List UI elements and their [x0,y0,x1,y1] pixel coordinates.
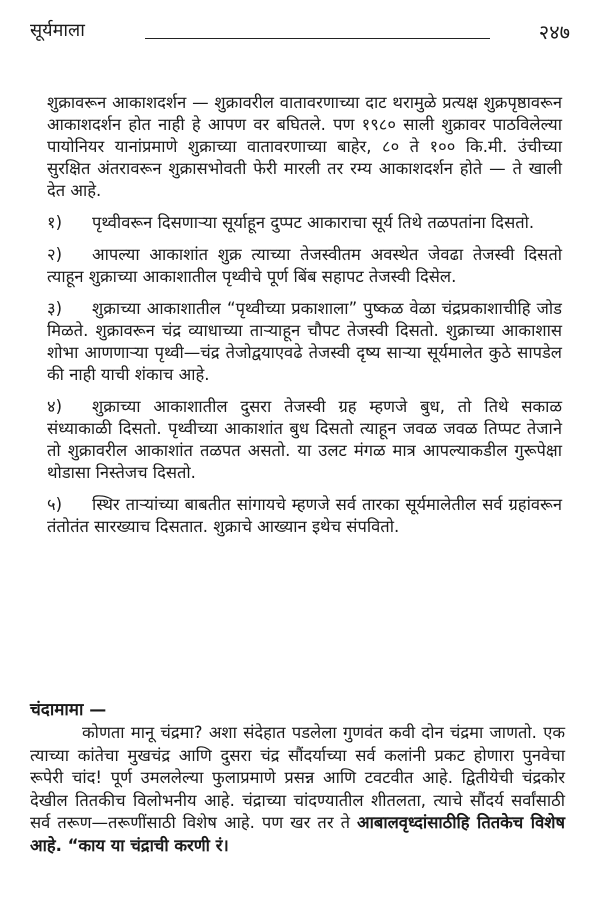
section-heading: चंदामामा — [30,700,107,720]
intro-paragraph: शुक्रावरून आकाशदर्शन — शुक्रावरील वातावरणाच्या दाट थरामुळे प्रत्यक्ष शुक्रपृष्ठावरून आकाशदर्शन होत नाही हे आपण वर बघितले. पण १९८० साली शुक्रावर पाठविलेल्या पायोनियर यानांप्रमाणे शुक्राच्या वातावरणाच्या बाहेर, ८० ते १०० कि.मी. उंचीच्या सुरक्षित अंतरावरून शुक्रासभोवती फेरी मारली तर रम्य आकाशदर्शन होते — ते खाली देत आहे. [47,93,562,200]
list-item-number: ३) [47,299,63,318]
list-item-number: ५) [47,495,63,514]
list-item-1 [47,212,562,234]
list-item-number: १) [47,213,63,232]
running-title: सूर्यमाला [30,20,85,41]
page-header [30,18,570,50]
section-body-text: कोणता मानू चंद्रमा? अशा संदेहात पडलेला गुणवंत कवी दोन चंद्रमा जाणतो. एक त्याच्या कांतेचा मुखचंद्र आणि दुसरा चंद्र सौंदर्याच्या सर्व कलांनी प्रकट होणारा पुनवेचा रूपेरी चांद! पूर्ण उमललेल्या फुलाप्रमाणे प्रसन्न आणि टवटवीत आहे. द्वितीयेची चंद्रकोर देखील तितकीच विलोभनीय आहे. चंद्राच्या चांदण्यातील शीतलता, त्याचे सौंदर्य सर्वांसाठी सर्व तरूण—तरूणींसाठी विशेष आहे. पण खर तर ते [30,723,565,832]
page-number: २४७ [538,20,570,44]
main-text [47,92,562,548]
header-rule [145,38,490,39]
section-last-line: आबालवृध्दांसाठीहि तितकेच विशेष आहे. “काय या चंद्राची करणी रं। [30,813,566,855]
list-item-5 [47,494,562,538]
list-item-text: पृथ्वीवरून दिसणाऱ्या सूर्याहून दुप्पट आकाराचा सूर्य तिथे तळपतांना दिसतो. [92,213,535,232]
list-item-text: आपल्या आकाशांत शुक्र त्याच्या तेजस्वीतम अवस्थेत जेवढा तेजस्वी दिसतो त्याहून शुक्राच्या आकाशातील पृथ्वीचे पूर्ण बिंब सहापट तेजस्वी दिसेल. [47,245,562,286]
list-item-text: शुक्राच्या आकाशातील दुसरा तेजस्वी ग्रह म्हणजे बुध, तो तिथे सकाळ संध्याकाळी दिसतो. पृथ्वीच्या आकाशांत बुध दिसतो त्याहून जवळ जवळ तिप्पट तेजाने तो शुक्रावरील आकाशांत तळपत असतो. या उलट मंगळ मात्र आपल्याकडील गुरूपेक्षा थोडासा निस्तेजच दिसतो. [47,397,562,482]
list-item-text: शुक्राच्या आकाशातील “पृथ्वीच्या प्रकाशाला” पुष्कळ वेळा चंद्रप्रकाशाचीहि जोड मिळते. शुक्रावरून चंद्र व्याधाच्या ताऱ्याहून चौपट तेजस्वी दिसतो. शुक्राच्या आकाशास शोभा आणणाऱ्या पृथ्वी—चंद्र तेजोद्वयाएवढे तेजस्वी दृष्य साऱ्या सूर्यमालेत कुठे सापडेल की नाही याची शंकाच आहे. [47,299,562,384]
list-item-number: २) [47,245,63,264]
list-item-3 [47,298,562,386]
list-item-number: ४) [47,397,63,416]
list-item-2 [47,244,562,288]
list-item-text: स्थिर ताऱ्यांच्या बाबतीत सांगायचे म्हणजे सर्व तारका सूर्यमालेतील सर्व ग्रहांवरून तंतोतंत सारख्याच दिसतात. शुक्राचे आख्यान इथेच संपवितो. [47,495,562,536]
list-item-4 [47,396,562,484]
section-paragraph [30,722,565,857]
